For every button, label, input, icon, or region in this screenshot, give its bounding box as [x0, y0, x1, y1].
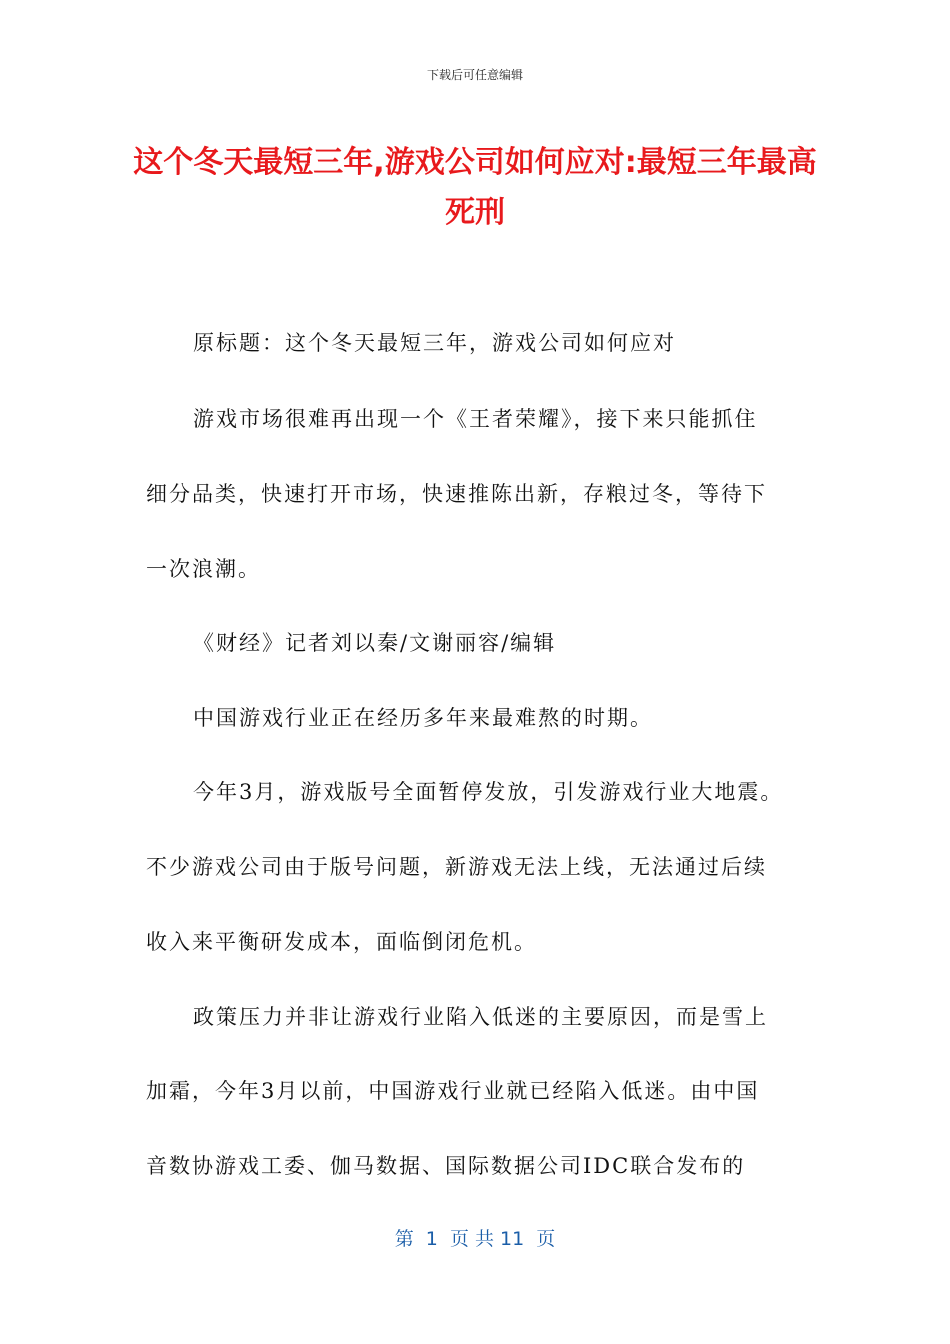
paragraph-line: 不少游戏公司由于版号问题，新游戏无法上线，无法通过后续: [146, 855, 767, 879]
paragraph-line: 一次浪潮。: [146, 557, 261, 581]
page-header-note: 下载后可任意编辑: [426, 68, 523, 82]
page-number-footer: 第 1 页 共 11 页: [394, 1228, 556, 1250]
paragraph-line: 中国游戏行业正在经历多年来最难熬的时期。: [193, 706, 653, 730]
paragraph-line: 音数协游戏工委、伽马数据、国际数据公司IDC联合发布的: [146, 1154, 746, 1178]
paragraph-line: 游戏市场很难再出现一个《王者荣耀》，接下来只能抓住: [193, 407, 758, 431]
paragraph-line: 加霜，今年3月以前，中国游戏行业就已经陷入低迷。由中国: [146, 1079, 760, 1103]
paragraph-line: 收入来平衡研发成本，面临倒闭危机。: [146, 930, 537, 954]
paragraph-line: 政策压力并非让游戏行业陷入低迷的主要原因，而是雪上: [193, 1005, 768, 1029]
paragraph-line: 细分品类，快速打开市场，快速推陈出新，存粮过冬，等待下: [146, 482, 767, 506]
document-title: 这个冬天最短三年,游戏公司如何应对:最短三年最高死刑: [133, 145, 817, 230]
paragraph-line: 《财经》记者刘以秦/文谢丽容/编辑: [193, 631, 557, 655]
paragraph-line: 原标题：这个冬天最短三年，游戏公司如何应对: [193, 331, 676, 355]
paragraph-line: 今年3月，游戏版号全面暂停发放，引发游戏行业大地震。: [193, 780, 784, 804]
